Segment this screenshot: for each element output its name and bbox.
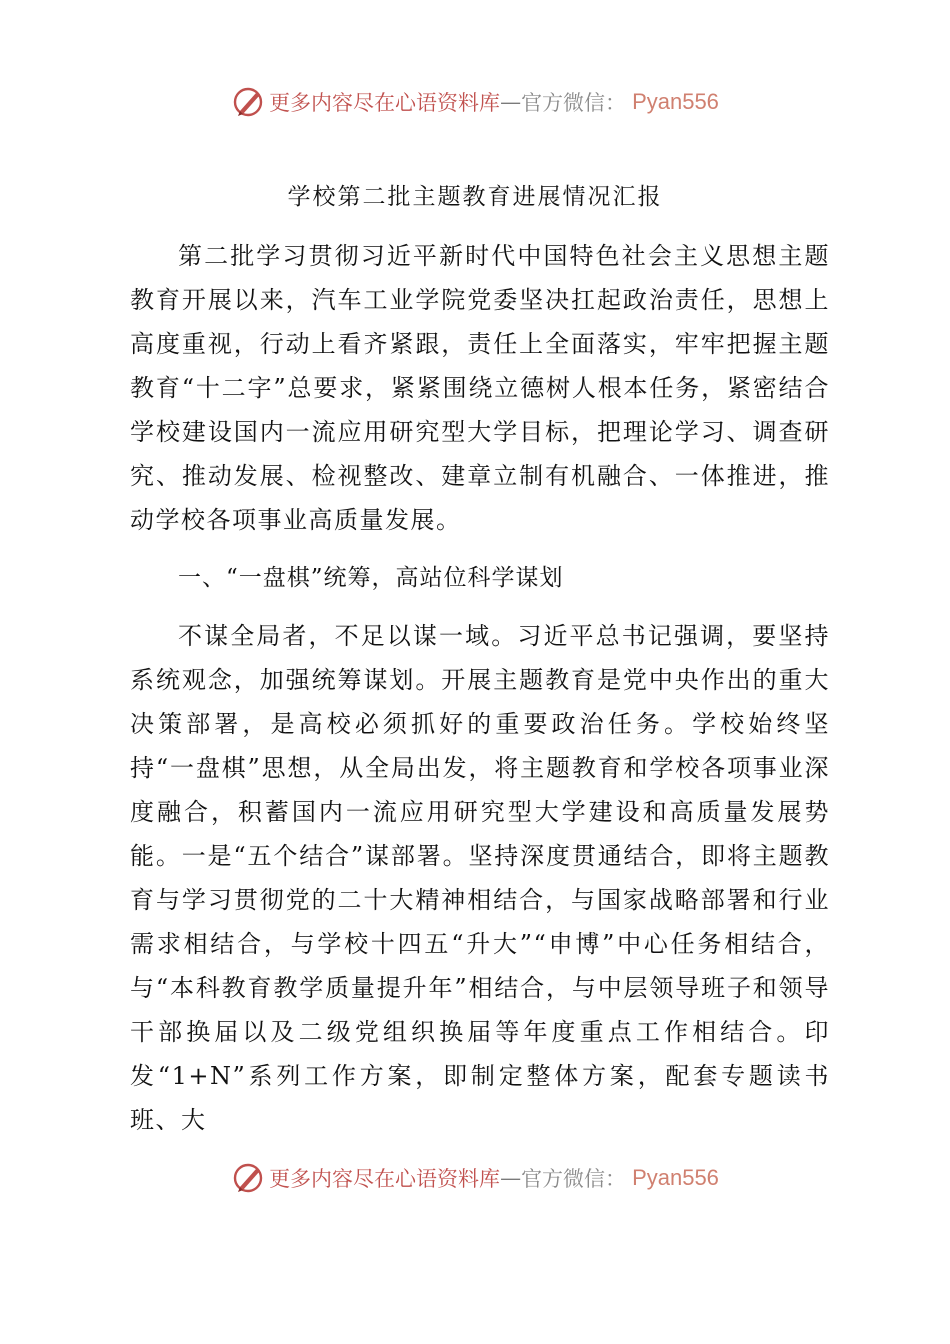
banner-account-id: Pyan556 (632, 89, 719, 114)
banner-main-text: 更多内容尽在心语资料库 (269, 1167, 501, 1191)
banner-main-text: 更多内容尽在心语资料库 (269, 91, 501, 115)
section-1-paragraph: 不谋全局者，不足以谋一域。习近平总书记强调，要坚持系统观念，加强统筹谋划。开展主题教育是党中央作出的重大决策部署，是高校必须抓好的重要政治任务。学校始终坚持“一盘棋”思想，从全局出发，将主题教育和学校各项事业深度融合，积蓄国内一流应用研究型大学建设和高质量发展势能。一是“五个结合”谋部署。坚持深度贯通结合，即将主题教育与学习贯彻党的二十大精神相结合，与国家战略部署和行业需求相结合，与学校十四五“升大”“申博”中心任务相结合，与“本科教育教学质量提升年”相结合，与中层领导班子和领导干部换届以及二级党组织换届等年度重点工作相结合。印发“1+N”系列工作方案，即制定整体方案，配套专题读书班、大 (130, 622, 830, 1134)
intro-paragraph: 第二批学习贯彻习近平新时代中国特色社会主义思想主题教育开展以来，汽车工业学院党委坚决扛起政治责任，思想上高度重视，行动上看齐紧跟，责任上全面落实，牢牢把握主题教育“十二字”总要求，紧紧围绕立德树人根本任务，紧密结合学校建设国内一流应用研究型大学目标，把理论学习、调查研究、推动发展、检视整改、建章立制有机融合、一体推进，推动学校各项事业高质量发展。 (130, 242, 830, 534)
header-watermark-banner (0, 80, 950, 124)
banner-account-id: Pyan556 (632, 1165, 719, 1190)
section-1-heading: 一、“一盘棋”统筹，高站位科学谋划 (178, 565, 564, 591)
footer-watermark-banner (0, 1156, 950, 1200)
pen-circle-logo-icon (231, 85, 265, 119)
banner-dash: — (500, 1166, 522, 1190)
banner-official-label: 官方微信： (521, 91, 627, 115)
document-body (130, 234, 830, 1142)
banner-official-label: 官方微信： (521, 1167, 627, 1191)
pen-circle-logo-icon (231, 1161, 265, 1195)
banner-dash: — (500, 90, 522, 114)
document-title: 学校第二批主题教育进展情况汇报 (287, 184, 663, 210)
